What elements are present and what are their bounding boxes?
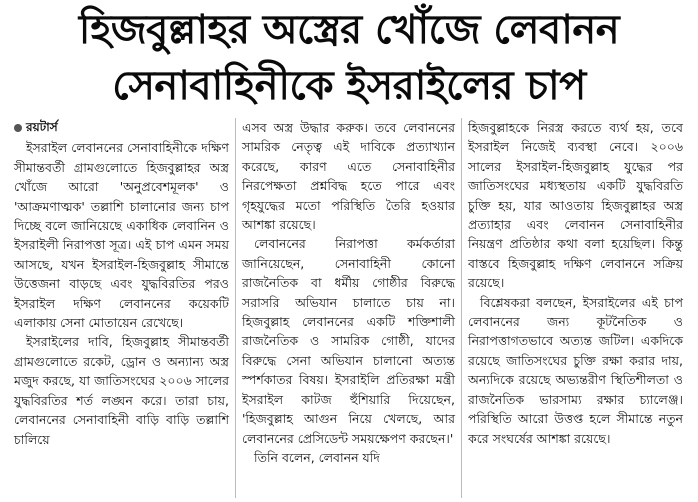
column-2 — [235, 118, 462, 498]
paragraph: লেবাননের নিরাপত্তা কর্মকর্তারা জানিয়েছেন, সেনাবাহিনী কোনো রাজনৈতিক বা ধর্মীয় গোষ্ঠীর বিরুদ্ধে সরাসরি অভিযান চালাতে চায় না। হিজবুল্লাহ লেবাননের একটি শক্তিশালী রাজনৈতিক ও সামরিক গোষ্ঠী, যাদের বিরুদ্ধে সেনা অভিযান চালানো অত্যন্ত স্পর্শকাতর বিষয়। ইসরাইলি প্রতিরক্ষা মন্ত্রী ইসরাইল কাটজ হুঁশিয়ারি দিয়েছেন, 'হিজবুল্লাহ আগুন নিয়ে খেলছে, আর লেবাননের প্রেসিডেন্ট সময়ক্ষেপণ করছেন।' — [242, 236, 455, 446]
paragraph: ইসরাইলের দাবি, হিজবুল্লাহ সীমান্তবর্তী গ্রামগুলোতে রকেট, ড্রোন ও অন্যান্য অস্ত্র মজুদ করছে, যা জাতিসংঘের ২০০৬ সালের যুদ্ধবিরতির শর্ত লঙ্ঘন করে। তারা চায়, লেবাননের সেনাবাহিনী বাড়ি বাড়ি তল্লাশি চালিয়ে — [14, 334, 229, 447]
paragraph: হিজবুল্লাহকে নিরস্ত্র করতে ব্যর্থ হয়, তবে ইসরাইল নিজেই ব্যবস্থা নেবে। ২০০৬ সালের ইসরাইল-হিজবুল্লাহ যুদ্ধের পর জাতিসংঘের মধ্যস্থতায় একটি যুদ্ধবিরতি চুক্তি হয়, যার আওতায় হিজবুল্লাহর অস্ত্র প্রত্যাহার এবং লেবানন সেনাবাহিনীর নিয়ন্ত্রণ প্রতিষ্ঠার কথা বলা হয়েছিল। কিন্তু বাস্তবে হিজবুল্লাহ দক্ষিণ লেবাননে সক্রিয় রয়েছে। — [468, 120, 683, 291]
headline: হিজবুল্লাহর অস্ত্রের খোঁজে লেবানন সেনাবাহিনীকে ইসরাইলের চাপ — [78, 7, 620, 109]
byline — [14, 118, 229, 137]
paragraph: বিশ্লেষকরা বলছেন, ইসরাইলের এই চাপ লেবাননের জন্য কূটনৈতিক ও নিরাপত্তাগতভাবে অত্যন্ত জটিল। একদিকে রয়েছে জাতিসংঘের চুক্তি রক্ষা করার দায়, অন্যদিকে রয়েছে অভ্যন্তরীণ স্থিতিশীলতা ও রাজনৈতিক ভারসাম্য রক্ষার চ্যালেঞ্জ। পরিস্থিতি আরো উত্তপ্ত হলে সীমান্তে নতুন করে সংঘর্ষের আশঙ্কা রয়েছে। — [468, 294, 683, 446]
column-3 — [462, 118, 689, 498]
paragraph: তিনি বলেন, লেবানন যদি — [254, 449, 380, 465]
paragraph: এসব অস্ত্র উদ্ধার করুক। তবে লেবাননের সামরিক নেতৃত্ব এই দাবিকে প্রত্যাখ্যান করেছে, কারণ এতে সেনাবাহিনীর নিরপেক্ষতা প্রশ্নবিদ্ধ হতে পারে এবং গৃহযুদ্ধের মতো পরিস্থিতি তৈরি হওয়ার আশঙ্কা রয়েছে। — [242, 120, 455, 233]
column-1 — [8, 118, 235, 498]
paragraph: ইসরাইল লেবাননের সেনাবাহিনীকে দক্ষিণ সীমান্তবর্তী গ্রামগুলোতে হিজবুল্লাহর অস্ত্র খোঁজে আরো 'অনুপ্রবেশমূলক' ও 'আক্রমণাত্মক' তল্লাশি চালানোর জন্য চাপ দিচ্ছে বলে জানিয়েছে একাধিক লেবানিন ও ইসরাইলী নিরাপত্তা সূত্র। এই চাপ এমন সময় আসছে, যখন ইসরাইল-হিজবুল্লাহ সীমান্তে উত্তেজনা বাড়ছে এবং যুদ্ধবিরতির পরও ইসরাইল দক্ষিণ লেবাননের কয়েকটি এলাকায় সেনা মোতায়েন রেখেছে। — [14, 140, 229, 331]
bullet-icon — [14, 124, 22, 132]
article-body — [8, 118, 690, 498]
byline-source: রয়টার্স — [26, 120, 58, 134]
